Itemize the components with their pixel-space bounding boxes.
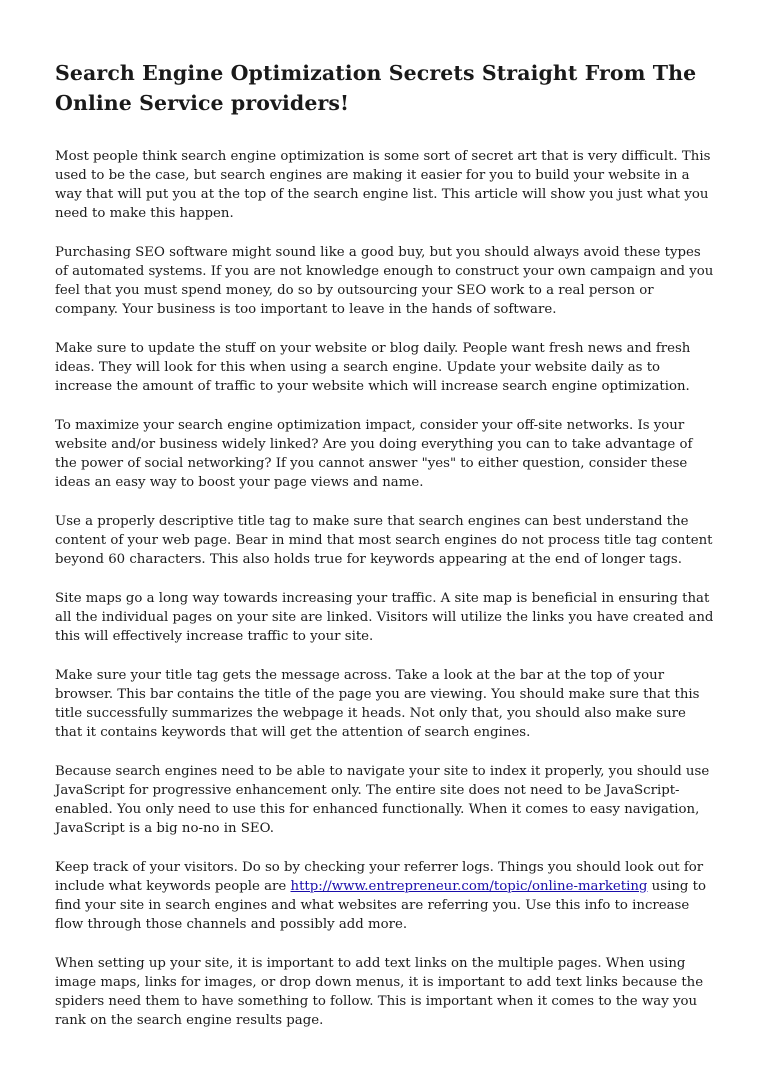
paragraph-with-link [55, 858, 715, 934]
paragraph: To maximize your search engine optimization impact, consider your off-site networks. Is your website and/or business widely linked? Are you doing everything you can to take advantage of the power of social networking? If you cannot answer "yes" to either question, consider these ideas an easy way to boost your page views and name. [55, 418, 693, 490]
paragraph-text-before-link: Keep track of your visitors. Do so by checking your referrer logs. Things you should look out for include what keywords people are [55, 860, 704, 894]
online-marketing-link[interactable]: http://www.entrepreneur.com/topic/online-marketing [290, 879, 648, 894]
paragraph: Most people think search engine optimization is some sort of secret art that is very difficult. This used to be the case, but search engines are making it easier for you to build your website in a way that will put you at the top of the search engine list. This article will show you just what you need to make this happen. [55, 149, 711, 221]
paragraph: Because search engines need to be able to navigate your site to index it properly, you should use JavaScript for progressive enhancement only. The entire site does not need to be JavaScript-enabled. You only need to use this for enhanced functionally. When it comes to easy navigation, JavaScript is a big no-no in SEO. [55, 764, 710, 836]
paragraph: Make sure your title tag gets the message across. Take a look at the bar at the top of your browser. This bar contains the title of the page you are viewing. You should make sure that this title successfully summarizes the webpage it heads. Not only that, you should also make sure that it contains keywords that will get the attention of search engines. [55, 668, 700, 740]
paragraph: Use a properly descriptive title tag to make sure that search engines can best understand the content of your web page. Bear in mind that most search engines do not process title tag content beyond 60 characters. This also holds true for keywords appearing at the end of longer tags. [55, 514, 713, 567]
paragraph: When setting up your site, it is important to add text links on the multiple pages. When using image maps, links for images, or drop down menus, it is important to add text links because the spiders need them to have something to follow. This is important when it comes to the way you rank on the search engine results page. [55, 956, 704, 1028]
page-title: Search Engine Optimization Secrets Straight From The Online Service providers! [55, 61, 697, 115]
paragraph: Purchasing SEO software might sound like a good buy, but you should always avoid these types of automated systems. If you are not knowledge enough to construct your own campaign and you feel that you must spend money, do so by outsourcing your SEO work to a real person or company. Your business is too important to leave in the hands of software. [55, 245, 714, 317]
paragraph: Make sure to update the stuff on your website or blog daily. People want fresh news and fresh ideas. They will look for this when using a search engine. Update your website daily as to increase the amount of traffic to your website which will increase search engine optimization. [55, 341, 691, 394]
document-page [55, 58, 715, 1050]
paragraph: Site maps go a long way towards increasing your traffic. A site map is beneficial in ensuring that all the individual pages on your site are linked. Visitors will utilize the links you have created and this will effectively increase traffic to your site. [55, 591, 714, 644]
paragraph-text-after-link: using to find your site in search engines and what websites are referring you. Use this info to increase flow through those channels and possibly add more. [55, 879, 706, 932]
